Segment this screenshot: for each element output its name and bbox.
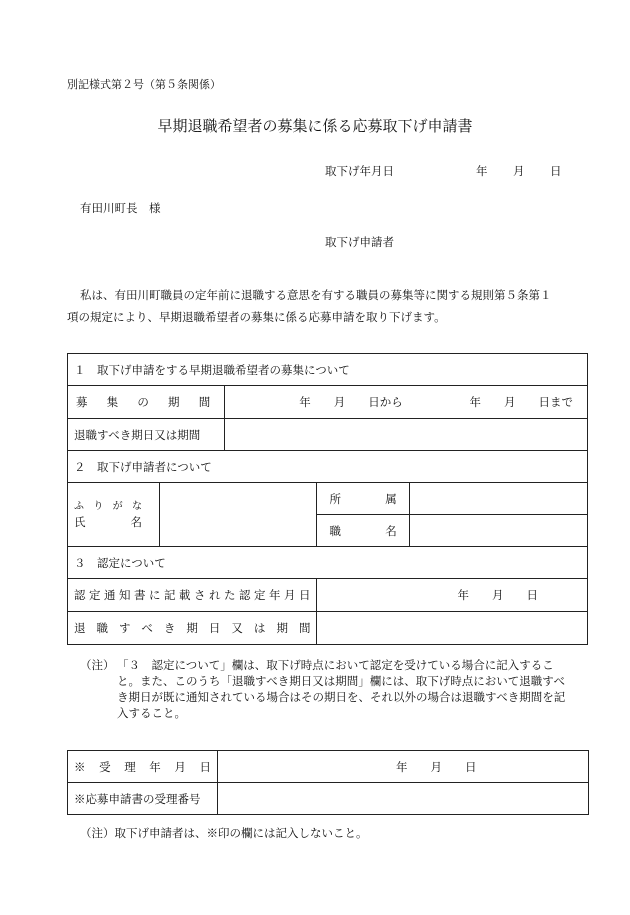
received-date-label: ※受理年月日 xyxy=(68,751,218,783)
recruitment-period-field[interactable] xyxy=(225,386,588,419)
section-1-heading: １ 取下げ申請をする早期退職希望者の募集について xyxy=(68,354,588,386)
retirement-date-label: 退職すべき期日又は期間 xyxy=(68,419,225,451)
department-label: 所属 xyxy=(317,483,409,515)
office-use-table xyxy=(67,750,589,815)
receipt-number-field[interactable] xyxy=(218,783,589,815)
withdrawal-date-month: 月 xyxy=(513,164,525,178)
furigana-label: ふりがな xyxy=(74,500,142,512)
body-text-line-2: 項の規定により、早期退職希望者の募集に係る応募申請を取り下げます。 xyxy=(67,310,446,324)
position-field[interactable] xyxy=(409,515,587,547)
certified-retirement-label: 退職すべき期日又は期間 xyxy=(68,612,317,645)
applicant-label: 取下げ申請者 xyxy=(325,235,394,249)
position-label: 職名 xyxy=(317,515,409,547)
retirement-date-field[interactable] xyxy=(225,419,588,451)
section-2-heading: ２ 取下げ申請者について xyxy=(68,451,588,483)
recruitment-period-label: 募集の期間 xyxy=(68,386,225,419)
form-number-label: 別記様式第２号（第５条関係） xyxy=(67,78,221,91)
received-date-field[interactable]: 年 月 日 xyxy=(218,751,589,783)
section-3-heading: ３ 認定について xyxy=(68,547,588,579)
name-label-cell xyxy=(68,483,160,547)
withdrawal-date-label: 取下げ年月日 xyxy=(325,164,394,178)
note-1-line-3: き期日が既に通知されている場合はその期日を、それ以外の場合は退職すべき期間を記 xyxy=(117,690,566,704)
name-label: 氏名 xyxy=(74,514,142,529)
note-1-line-1: 「３ 認定について」欄は、取下げ時点において認定を受けている場合に記入するこ xyxy=(117,658,554,672)
period-from: 年 月 日から xyxy=(299,395,403,409)
application-table xyxy=(67,353,588,645)
receipt-number-label: ※応募申請書の受理番号 xyxy=(68,783,218,815)
department-field[interactable] xyxy=(409,483,587,515)
withdrawal-date-day: 日 xyxy=(550,164,562,178)
note-1-line-2: と。また、このうち「退職すべき期日又は期間」欄には、取下げ時点において退職すべ xyxy=(117,674,566,688)
withdrawal-date-year: 年 xyxy=(476,164,488,178)
certification-date-field[interactable]: 年 月 日 xyxy=(317,579,588,612)
addressee: 有田川町長 様 xyxy=(80,201,161,215)
certification-date-label: 認定通知書に記載された認定年月日 xyxy=(68,579,317,612)
body-text-line-1: 私は、有田川町職員の定年前に退職する意思を有する職員の募集等に関する規則第５条第１ xyxy=(80,288,552,302)
note-1-line-4: 入すること。 xyxy=(117,706,186,720)
note-2: （注）取下げ申請者は、※印の欄には記入しないこと。 xyxy=(80,826,368,840)
certified-retirement-field[interactable] xyxy=(317,612,588,645)
period-to: 年 月 日まで xyxy=(469,395,573,409)
name-field[interactable] xyxy=(160,483,317,547)
note-1-prefix: （注） xyxy=(80,658,115,672)
page-title: 早期退職希望者の募集に係る応募取下げ申請書 xyxy=(157,117,473,135)
